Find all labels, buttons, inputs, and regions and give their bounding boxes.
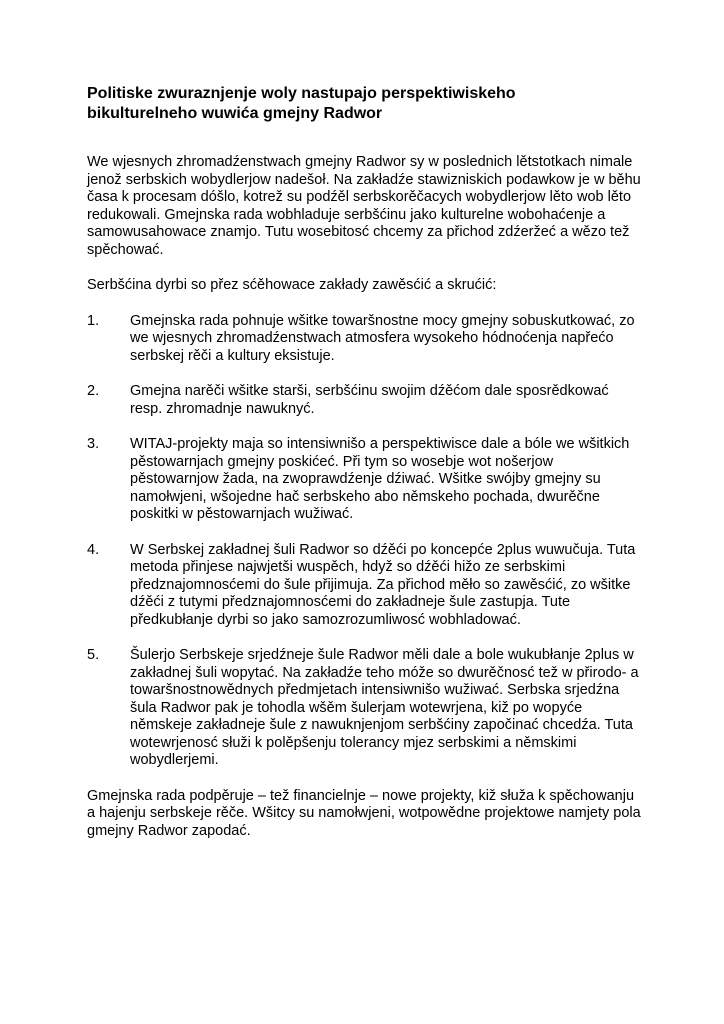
list-item-number: 3. bbox=[87, 436, 100, 452]
title-line-1: Politiske zwuraznjenje woly nastupajo perspektiwiskeho bbox=[87, 85, 516, 102]
list-item-text: Gmejna narěči wšitke starši, serbšćinu swojim dźěćom dale sposrědkować resp. zhromadnje nawuknyć. bbox=[130, 383, 609, 417]
list-item bbox=[87, 313, 643, 366]
list-item bbox=[87, 383, 643, 418]
list-item-text: Gmejnska rada pohnuje wšitke towaršnostne mocy gmejny sobuskutkować, zo we wjesnych zhromadźenstwach atmosfera wysokeho hódnoćenja napřećo serbskej rěči a kultury eksistuje. bbox=[130, 312, 635, 364]
closing-paragraph: Gmejnska rada podpěruje – tež financielnje – nowe projekty, kiž słuža k spěchowanju a hajenju serbskeje rěče. Wšitcy su namołwjeni, wotpowědne projektowe namjety pola gmejny Radwor zapodać. bbox=[87, 787, 641, 839]
list-item-number: 2. bbox=[87, 383, 100, 399]
numbered-list bbox=[87, 313, 643, 770]
list-item-text: WITAJ-projekty maja so intensiwnišo a perspektiwisce dale a bóle we wšitkich pěstowarnjach gmejny poskićeć. Při tym so wosebje wot nošerjow pěstowarnjow žada, na zwoprawdźenje dźiwać. Wšitke swójby gmejny su namołwjeni, wšojedne hač serbskeho abo němskeho pochada, dwurěčne poskitki w pěstowarnjach wužiwać. bbox=[130, 436, 630, 522]
list-item-number: 5. bbox=[87, 647, 100, 663]
list-item-number: 4. bbox=[87, 541, 100, 558]
document-page bbox=[87, 84, 643, 840]
list-item-number: 1. bbox=[87, 312, 100, 329]
list-item-text: Šulerjo Serbskeje srjedźneje šule Radwor měli dale a bole wukubłanje 2plus w zakładnej šuli wopytać. Na zakładźe teho móže so dwurěčnosć tež w přirodo- a towaršnostnowědnych předmjetach intensiwnišo wužiwać. Serbska srjedźna šula Radwor pak je tohodla wšěm šulerjam wotewrjena, kiž po wopyće němskeje zakładneje šule z nawuknjenjom serbšćiny započinać chcedźa. Tuta wotewrjenosć słuži k polěpšenju tolerancy mjez serbskimi a němskimi wobydlerjemi. bbox=[130, 647, 639, 768]
intro-paragraph: We wjesnych zhromadźenstwach gmejny Radwor sy w poslednich lětstotkach nimale jenož serbskich wobydlerjow nadešoł. Na zakładźe stawizniskich podawkow je w běhu časa k procesam dóšlo, kotrež su podźěl serbskorěčacych wobydlerjow lěto wob lěto redukowali. Gmejnska rada wobhladuje serbšćinu jako kulturelne wobohaćenje a samowusahowace znamjo. Tutu wosebitosć chcemy za přichod zdźeržeć a wězo tež spěchować. bbox=[87, 154, 641, 258]
document-title bbox=[87, 84, 643, 124]
lead-paragraph: Serbšćina dyrbi so přez sćěhowace zakłady zawěsćić a skrućić: bbox=[87, 277, 497, 293]
list-item-text: W Serbskej zakładnej šuli Radwor so dźěći po koncepće 2plus wuwučuja. Tuta metoda přinjese najwjetši wuspěch, hdyž so dźěći hižo ze serbskimi předznajomnosćemi do šule přijimuja. Za přichod měło so zawěsćić, zo wšitke dźěći z tutymi předznajomnosćemi do zakładneje šule zastupja. Tute předkubłanje dyrbi so jako samozrozumliwosć wobhladować. bbox=[130, 541, 636, 628]
list-item bbox=[87, 542, 643, 630]
list-item bbox=[87, 647, 643, 770]
list-item bbox=[87, 436, 643, 524]
title-line-2: bikulturelneho wuwića gmejny Radwor bbox=[87, 105, 383, 122]
